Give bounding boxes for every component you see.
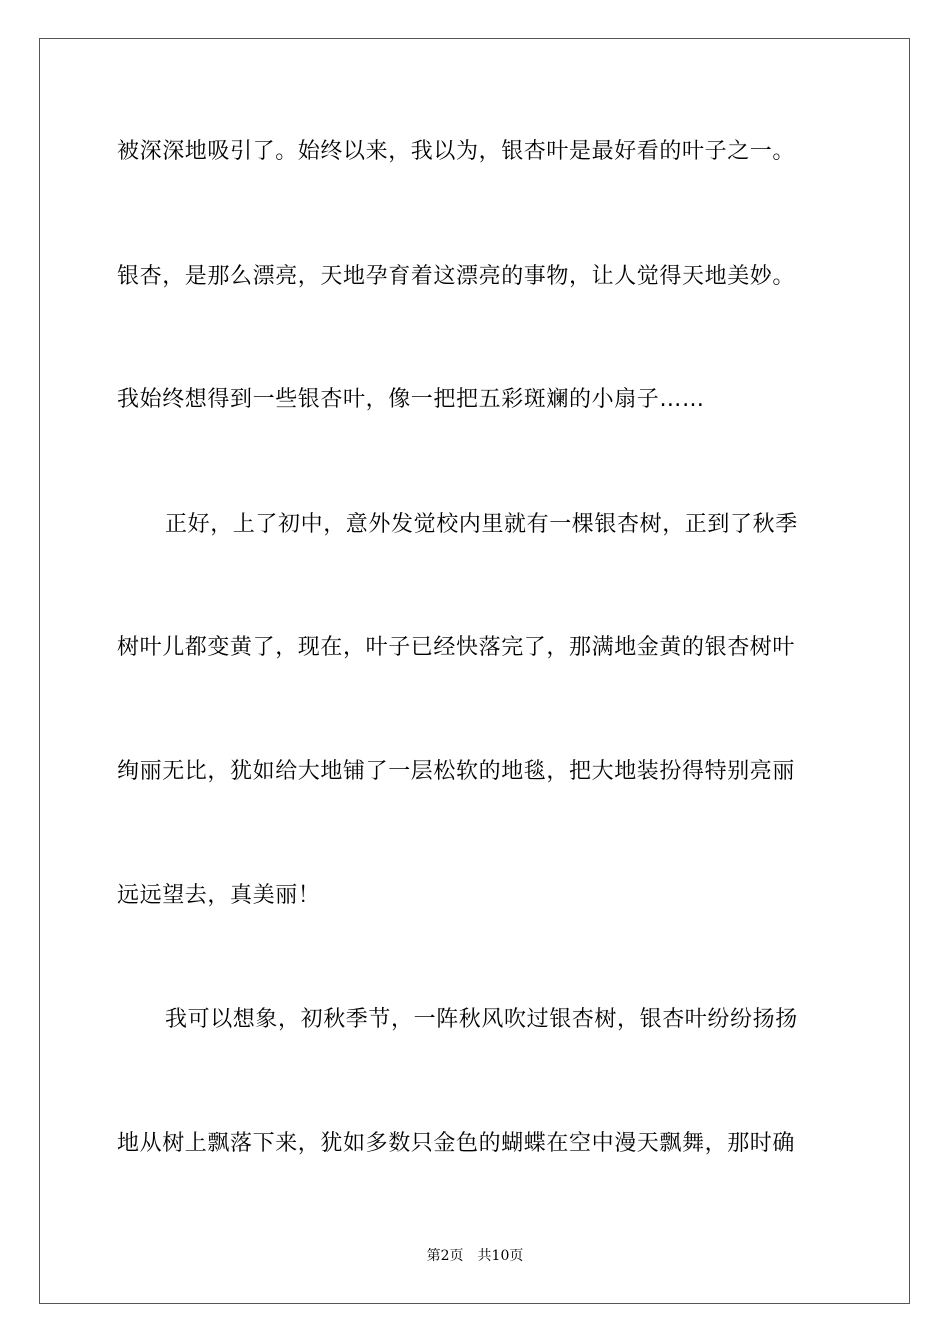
- text-line: 我始终想得到一些银杏叶，像一把把五彩斑斓的小扇子……: [117, 387, 705, 412]
- text-line: 地从树上飘落下来，犹如多数只金色的蝴蝶在空中漫天飘舞，那时确: [117, 1131, 796, 1156]
- page-number: 第2页: [426, 1248, 464, 1264]
- text-line: 远远望去，真美丽！: [117, 883, 321, 908]
- page-frame: [39, 38, 910, 1304]
- text-line: 正好，上了初中，意外发觉校内里就有一棵银杏树，正到了秋季: [165, 512, 798, 537]
- text-line: 被深深地吸引了。始终以来，我以为，银杏叶是最好看的叶子之一。: [117, 139, 796, 164]
- page-footer: [0, 1246, 950, 1266]
- text-line: 我可以想象，初秋季节，一阵秋风吹过银杏树，银杏叶纷纷扬扬: [165, 1007, 798, 1032]
- page-total: 共10页: [477, 1248, 524, 1264]
- text-line: 银杏，是那么漂亮，天地孕育着这漂亮的事物，让人觉得天地美妙。: [117, 264, 796, 289]
- paragraph-first-line: [117, 1006, 833, 1034]
- paragraph-first-line: [117, 511, 833, 539]
- text-line: 树叶儿都变黄了，现在，叶子已经快落完了，那满地金黄的银杏树叶: [117, 635, 796, 660]
- text-line: 绚丽无比，犹如给大地铺了一层松软的地毯，把大地装扮得特别亮丽: [117, 759, 796, 784]
